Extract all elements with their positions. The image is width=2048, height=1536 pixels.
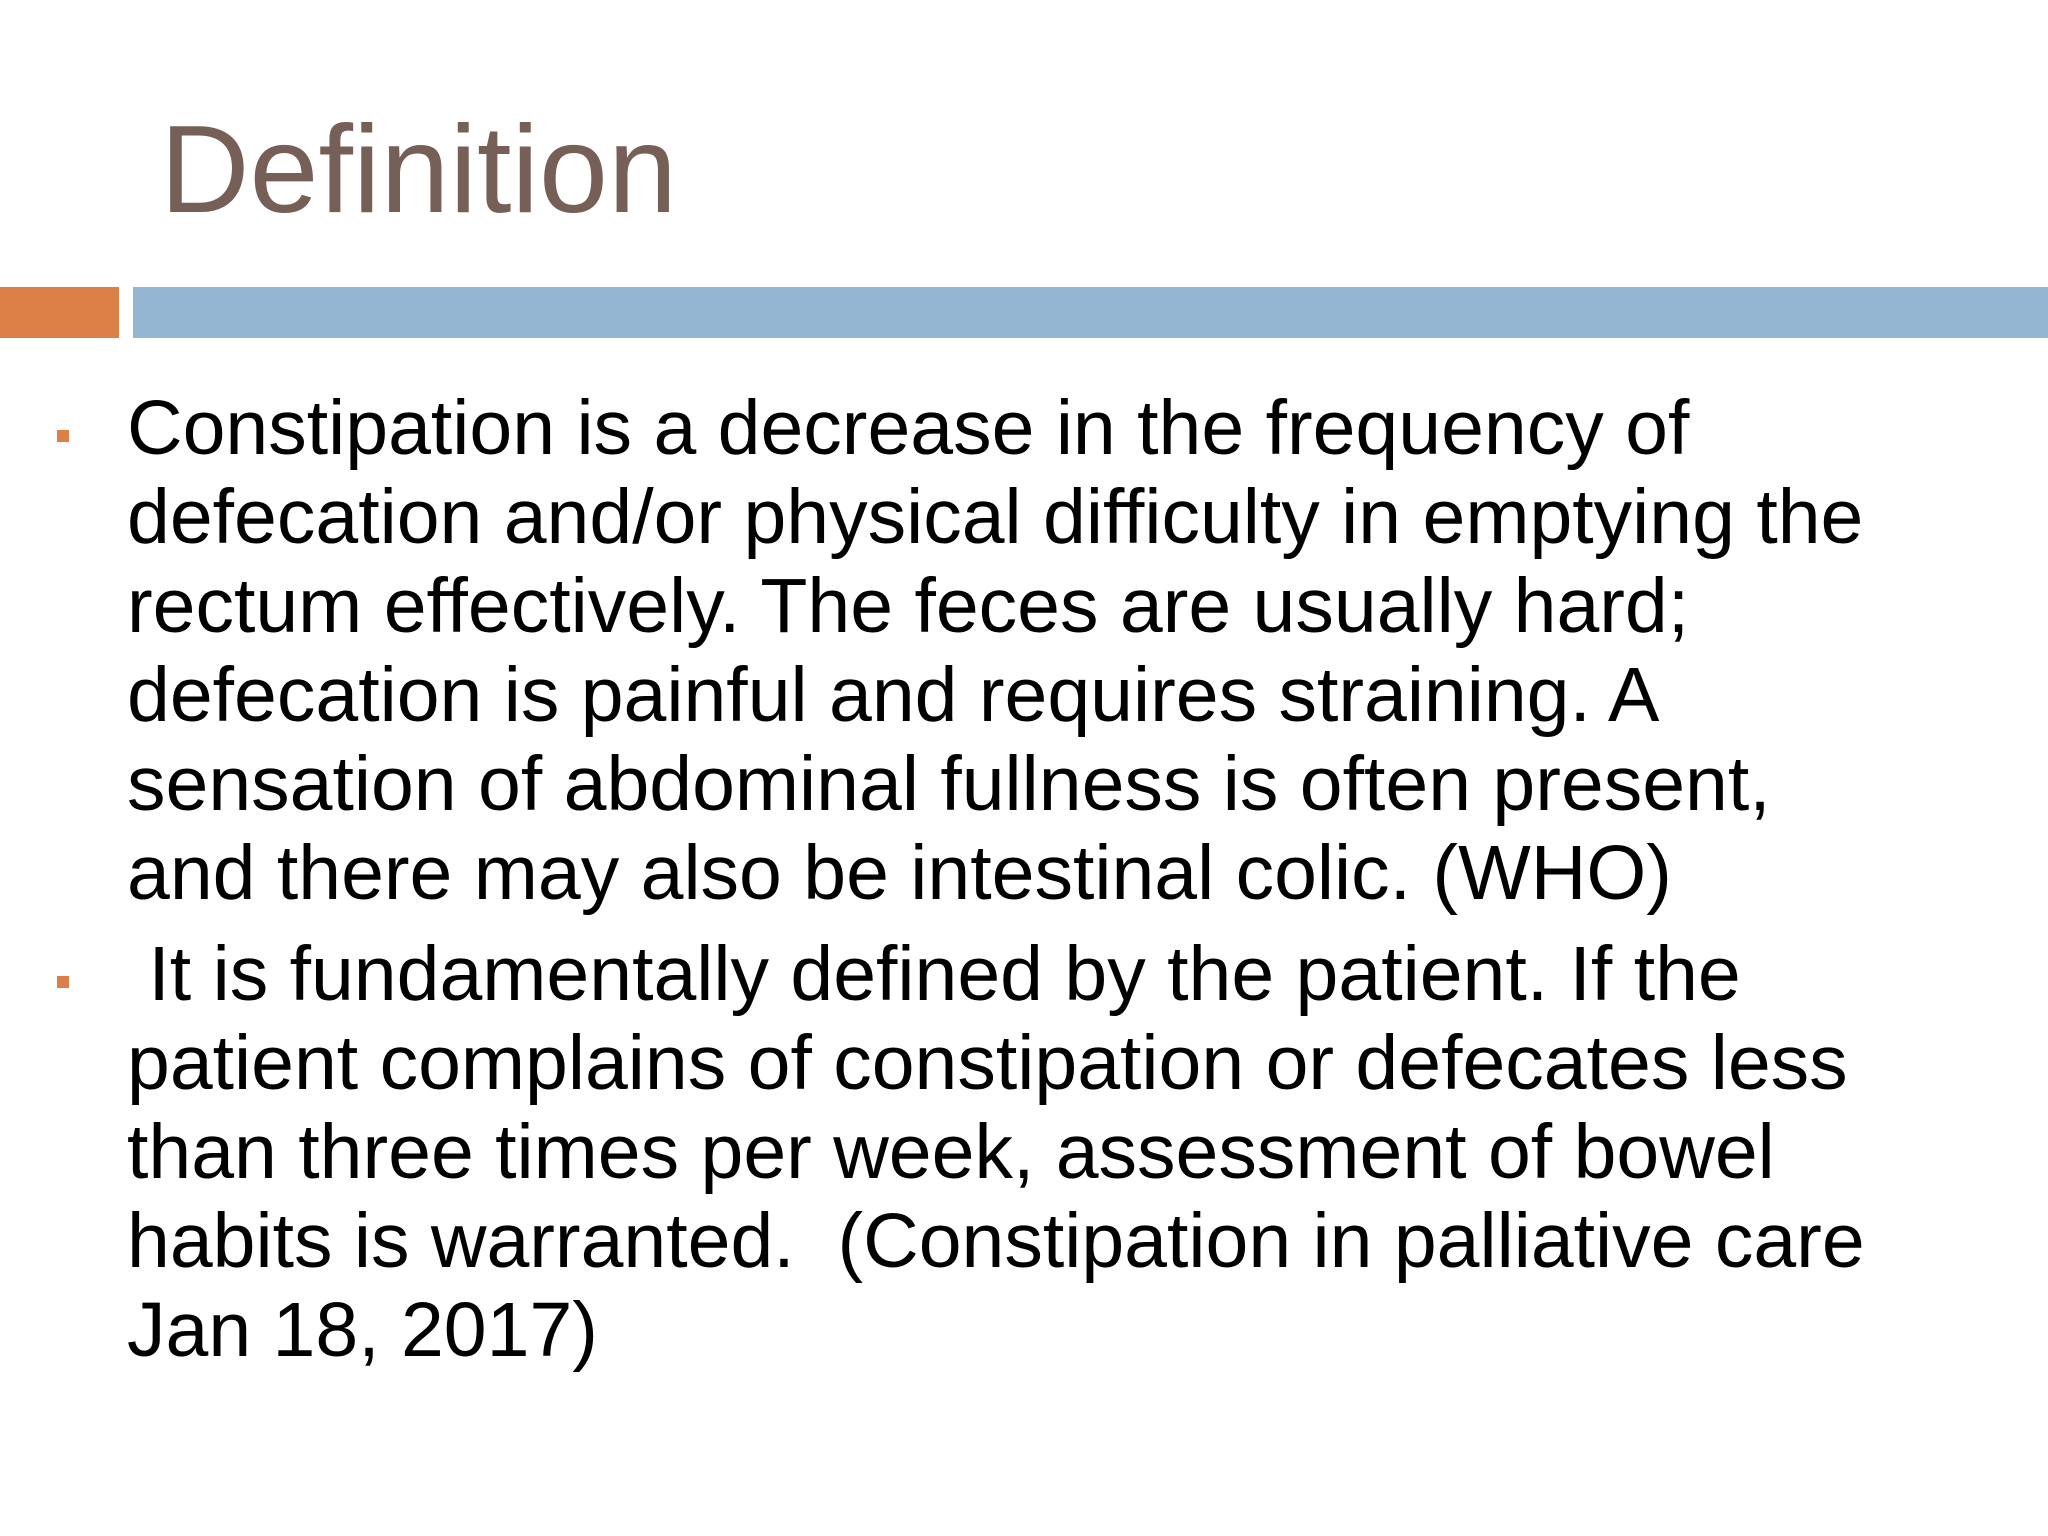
square-bullet-icon [57, 976, 69, 988]
bullet-text: It is fundamentally defined by the patient. If the patient complains of constipation or defecates less than three times per week, assessment of bowel habits is warranted. (Constipation in palliative care Jan 18, 2017) [127, 931, 1865, 1373]
accent-bar [0, 287, 119, 338]
title-underline-bar [133, 287, 2048, 338]
square-bullet-icon [57, 430, 69, 442]
bullet-item [0, 384, 2048, 918]
slide-title: Definition [160, 101, 677, 239]
bullet-text: Constipation is a decrease in the frequency of defecation and/or physical difficulty in emptying the rectum effectively. The feces are usually hard; defecation is painful and requires straining. A sensation of abdominal fullness is often present, and there may also be intestinal colic. (WHO) [127, 385, 1864, 916]
bullet-item [0, 930, 2048, 1375]
bullet-list [0, 384, 2048, 1375]
